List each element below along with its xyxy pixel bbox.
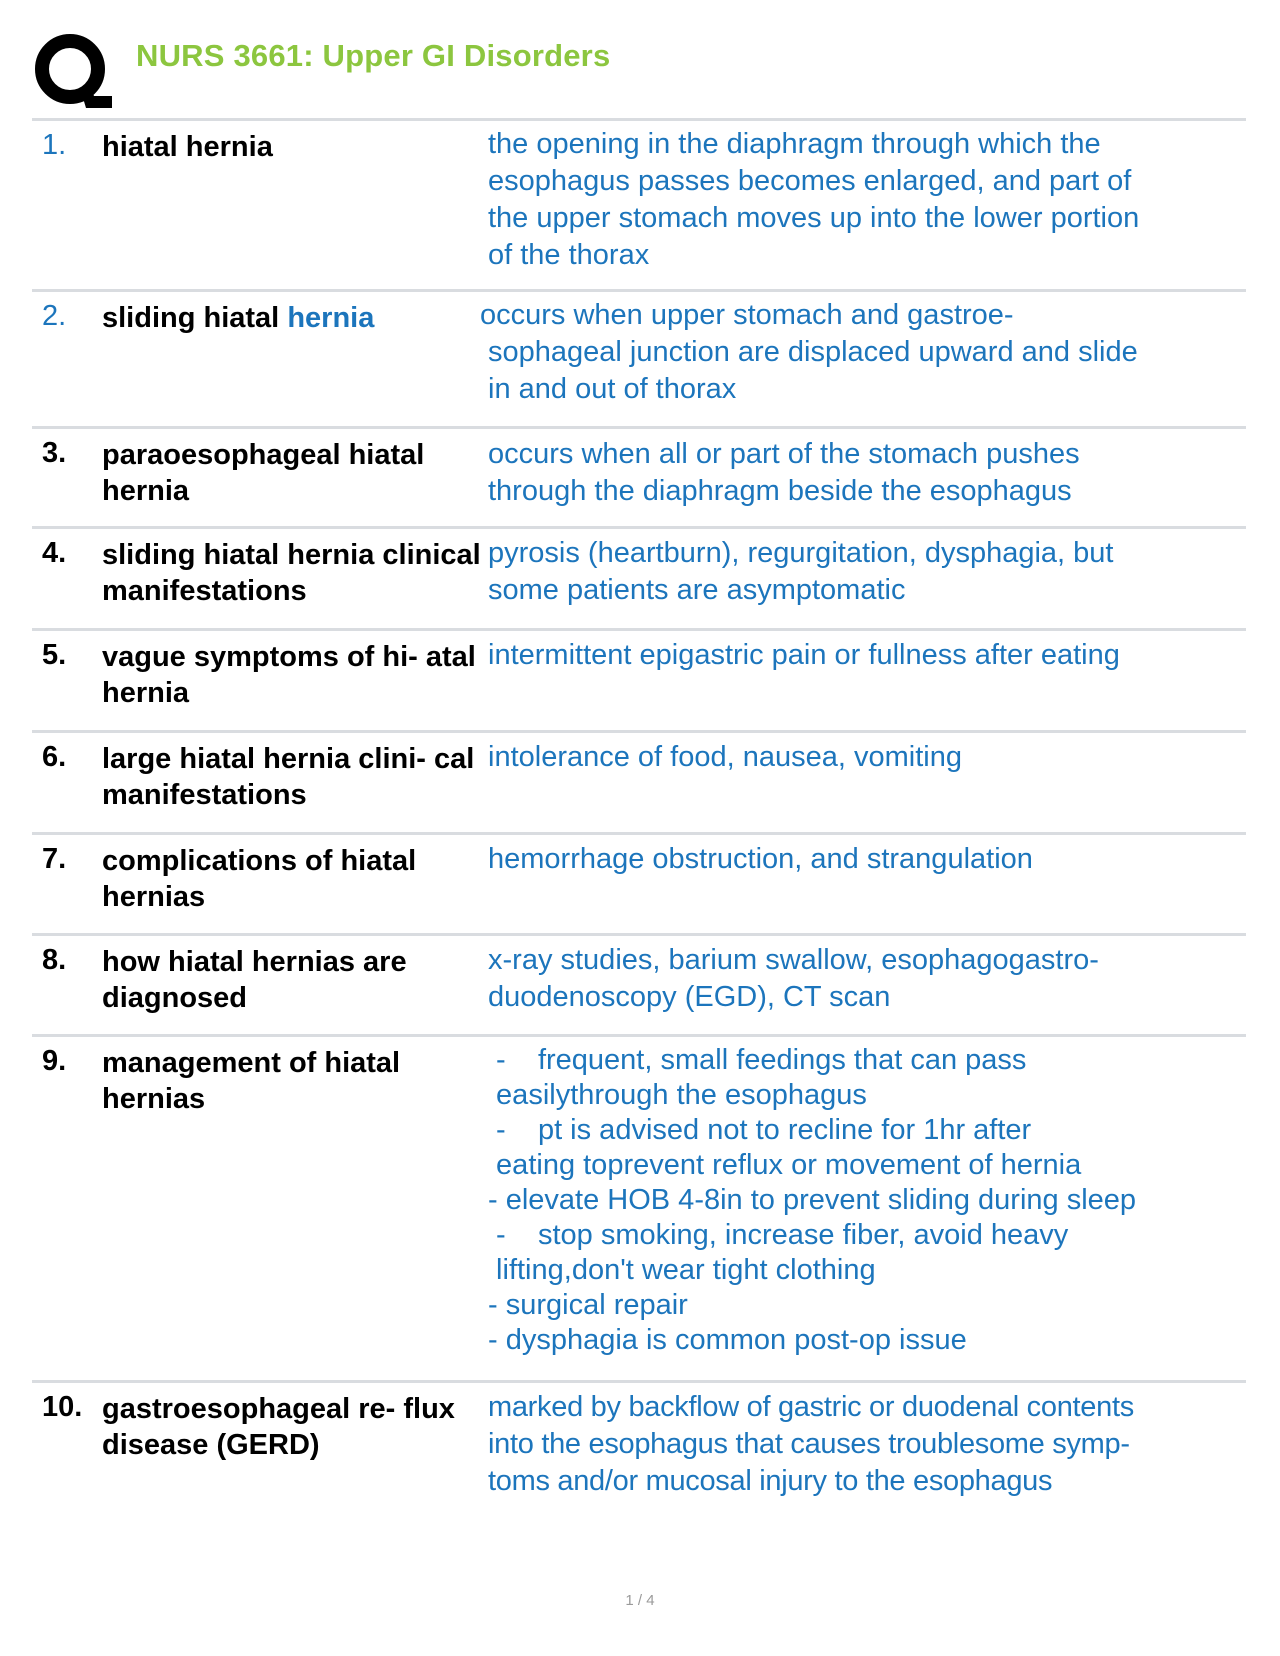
flashcard-row — [32, 118, 1246, 289]
definition-line: occurs when upper stomach and gastroe- — [480, 299, 1014, 331]
definition-line: - frequent, small feedings that can pass — [488, 1044, 1027, 1076]
card-number: 10. — [42, 1391, 83, 1423]
document-header — [34, 30, 1244, 114]
definition-line: in and out of thorax — [488, 373, 737, 405]
card-number: 4. — [42, 537, 67, 569]
definition-line: the opening in the diaphragm through which the — [488, 128, 1101, 160]
card-definition — [488, 942, 1248, 1016]
flashcard-row — [32, 426, 1246, 526]
flashcard-row — [32, 289, 1246, 426]
flashcard-row — [32, 1034, 1246, 1380]
definition-line: into the esophagus that causes troublesome symp- — [488, 1428, 1130, 1460]
definition-line: hemorrhage obstruction, and strangulation — [488, 843, 1033, 875]
definition-line: duodenoscopy (EGD), CT scan — [488, 981, 891, 1013]
definition-line: esophagus passes becomes enlarged, and part of — [488, 165, 1132, 197]
card-term: sliding hiatal hernia clinical manifestations — [102, 539, 481, 607]
definition-line: the upper stomach moves up into the lower portion — [488, 202, 1140, 234]
card-term-highlight: hernia — [287, 302, 375, 334]
flashcard-list — [32, 118, 1246, 1510]
definition-line: pyrosis (heartburn), regurgitation, dysphagia, but — [488, 537, 1114, 569]
definition-line: - dysphagia is common post-op issue — [488, 1324, 967, 1356]
card-term: large hiatal hernia clini- cal manifestations — [102, 743, 475, 811]
card-term: vague symptoms of hi- atal hernia — [102, 641, 476, 709]
card-definition — [488, 739, 1248, 776]
definition-line: intermittent epigastric pain or fullness after eating — [488, 639, 1120, 671]
card-term: complications of hiatal hernias — [102, 845, 417, 913]
flashcard-row — [32, 1380, 1246, 1510]
flashcard-row — [32, 933, 1246, 1034]
definition-line: - surgical repair — [488, 1289, 688, 1321]
card-number: 2. — [42, 300, 67, 332]
card-term: hiatal hernia — [102, 131, 273, 163]
card-number: 5. — [42, 639, 67, 671]
definition-line: intolerance of food, nausea, vomiting — [488, 741, 962, 773]
card-definition — [488, 841, 1248, 878]
card-term: how hiatal hernias are diagnosed — [102, 946, 407, 1014]
definition-line: lifting,don't wear tight clothing — [488, 1254, 876, 1286]
definition-line: - pt is advised not to recline for 1hr after — [488, 1114, 1032, 1146]
card-definition — [488, 436, 1248, 510]
card-term: gastroesophageal re- flux disease (GERD) — [102, 1393, 455, 1461]
flashcard-row — [32, 832, 1246, 933]
flashcard-row — [32, 628, 1246, 730]
card-number: 7. — [42, 843, 67, 875]
definition-line: marked by backflow of gastric or duodenal contents — [488, 1391, 1134, 1423]
card-definition — [488, 535, 1248, 609]
definition-line: toms and/or mucosal injury to the esophagus — [488, 1465, 1053, 1497]
definition-line: eating toprevent reflux or movement of hernia — [488, 1149, 1082, 1181]
card-term: management of hiatal hernias — [102, 1047, 401, 1115]
flashcard-row — [32, 526, 1246, 628]
card-number: 3. — [42, 437, 67, 469]
card-term-part: sliding hiatal — [102, 302, 288, 334]
card-term: paraoesophageal hiatal hernia — [102, 439, 425, 507]
definition-line: sophageal junction are displaced upward and slide — [488, 336, 1138, 368]
definition-line: x-ray studies, barium swallow, esophagogastro- — [488, 944, 1099, 976]
card-definition — [480, 297, 1240, 408]
card-number: 6. — [42, 741, 67, 773]
definition-line: - elevate HOB 4-8in to prevent sliding during sleep — [488, 1184, 1137, 1216]
definition-line: of the thorax — [488, 239, 650, 271]
card-definition — [488, 637, 1248, 674]
card-definition — [488, 126, 1248, 274]
card-number: 8. — [42, 944, 67, 976]
quizlet-logo-icon — [34, 32, 114, 112]
definition-line: easilythrough the esophagus — [488, 1079, 867, 1111]
card-term — [102, 300, 482, 336]
card-definition — [488, 1043, 1248, 1358]
card-number: 1. — [42, 129, 67, 161]
definition-line: occurs when all or part of the stomach pushes — [488, 438, 1080, 470]
definition-line: some patients are asymptomatic — [488, 574, 906, 606]
card-number: 9. — [42, 1045, 67, 1077]
document-title: NURS 3661: Upper GI Disorders — [136, 38, 611, 73]
definition-line: through the diaphragm beside the esophagus — [488, 475, 1072, 507]
definition-line: - stop smoking, increase fiber, avoid heavy — [488, 1219, 1069, 1251]
card-definition — [488, 1389, 1248, 1500]
page-indicator: 1 / 4 — [625, 1592, 655, 1609]
flashcard-row — [32, 730, 1246, 832]
